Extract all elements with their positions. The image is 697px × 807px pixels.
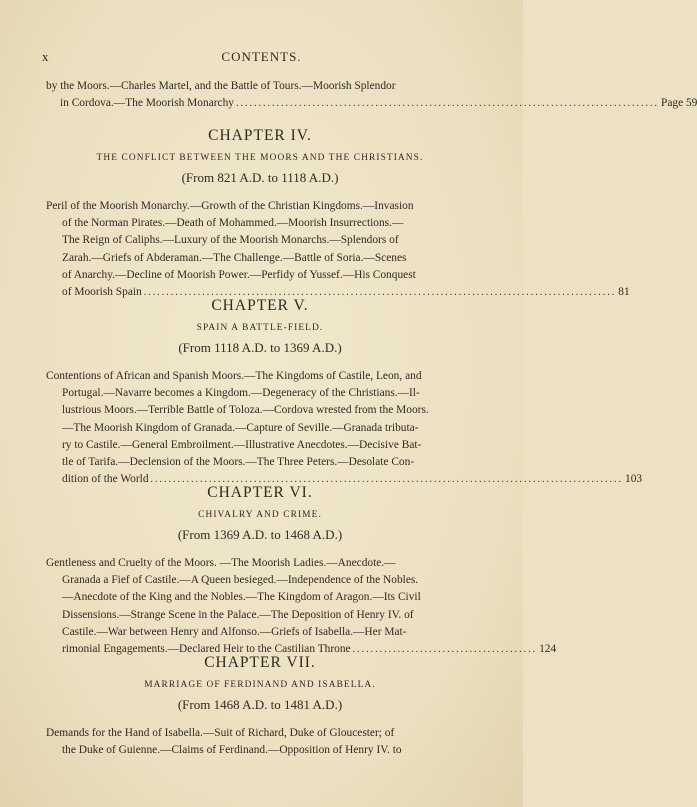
- summary-line: —The Moorish Kingdom of Granada.—Capture of Seville.—Granada tributa-: [62, 421, 419, 434]
- summary-line: —Anecdote of the King and the Nobles.—The Kingdom of Aragon.—Its Civil: [62, 591, 421, 604]
- entry-last-line: [46, 95, 697, 112]
- summary-line: lustrious Moors.—Terrible Battle of Toloza.—Cordova wrested from the Moors.: [62, 404, 429, 417]
- summary-line-text: rimonial Engagements.—Declared Heir to the Castilian Throne: [62, 643, 351, 656]
- summary-line: Zarah.—Griefs of Abderaman.—The Challenge.—Battle of Soria.—Scenes: [62, 251, 407, 264]
- chapter-summary: [46, 368, 643, 488]
- chapter-block: [46, 653, 474, 759]
- summary-line: tle of Tarifa.—Declension of the Moors.—The Three Peters.—Desolate Con-: [62, 456, 415, 469]
- summary-line: of Anarchy.—Decline of Moorish Power.—Perfidy of Yussef.—His Conquest: [62, 268, 416, 281]
- summary-line: Peril of the Moorish Monarchy.—Growth of the Christian Kingdoms.—Invasion: [46, 200, 414, 212]
- chapter-heading: CHAPTER IV.: [208, 127, 312, 144]
- entry-line: by the Moors.—Charles Martel, and the Battle of Tours.—Moorish Splendor: [46, 80, 396, 92]
- chapter-dates: (From 1468 A.D. to 1481 A.D.): [177, 697, 343, 712]
- dot-leader: ..............................................................................................: [236, 98, 659, 110]
- summary-line-text: of Moorish Spain: [62, 286, 142, 299]
- chapter-dates: (From 821 A.D. to 1118 A.D.): [181, 170, 339, 185]
- chapter-heading: CHAPTER VI.: [207, 484, 313, 501]
- chapter-dates: (From 1118 A.D. to 1369 A.D.): [178, 340, 342, 355]
- folio-number: x: [42, 49, 50, 64]
- page-reference: 103: [625, 473, 643, 486]
- chapter-subtitle: SPAIN A BATTLE-FIELD.: [196, 323, 324, 333]
- summary-line: Portugal.—Navarre becomes a Kingdom.—Degeneracy of the Christians.—Il-: [62, 387, 420, 400]
- dot-leader: .........................................................................................................: [150, 474, 624, 486]
- dot-leader: .........................................................................................................: [143, 287, 617, 299]
- chapter-summary: [46, 555, 557, 658]
- summary-line: The Reign of Caliphs.—Luxury of the Moorish Monarchs.—Splendors of: [62, 234, 399, 247]
- chapter-summary: [46, 198, 630, 301]
- continuation-entry: [46, 78, 697, 112]
- page-reference: Page 59: [661, 97, 697, 110]
- chapter-subtitle: CHIVALRY AND CRIME.: [198, 510, 322, 520]
- chapter-block: [46, 126, 630, 301]
- summary-line-text: dition of the World: [62, 473, 149, 486]
- summary-line: Dissensions.—Strange Scene in the Palace.—The Deposition of Henry IV. of: [62, 608, 414, 621]
- chapter-summary: [46, 725, 474, 759]
- page-reference: 124: [539, 643, 557, 656]
- chapter-heading: CHAPTER V.: [211, 297, 309, 314]
- chapter-block: [46, 296, 643, 488]
- chapter-subtitle: THE CONFLICT BETWEEN THE MOORS AND THE CHRISTIANS.: [96, 153, 424, 163]
- summary-line: Castile.—War between Henry and Alfonso.—Griefs of Isabella.—Her Mat-: [62, 625, 407, 638]
- summary-line: of the Norman Pirates.—Death of Mohammed.—Moorish Insurrections.—: [62, 217, 404, 230]
- dot-leader: .........................................: [352, 644, 538, 656]
- page-reference: 81: [618, 286, 630, 299]
- summary-line: the Duke of Guienne.—Claims of Ferdinand.—Opposition of Henry IV. to: [62, 744, 402, 757]
- chapter-dates: (From 1369 A.D. to 1468 A.D.): [177, 527, 343, 542]
- running-title: CONTENTS.: [221, 49, 302, 64]
- summary-line: Contentions of African and Spanish Moors.—The Kingdoms of Castile, Leon, and: [46, 370, 422, 382]
- chapter-block: [46, 483, 557, 658]
- entry-line-text: in Cordova.—The Moorish Monarchy: [60, 97, 234, 110]
- summary-line: Gentleness and Cruelty of the Moors. —The Moorish Ladies.—Anecdote.—: [46, 557, 396, 569]
- contents-body: [46, 78, 697, 757]
- chapter-heading: CHAPTER VII.: [204, 654, 316, 671]
- summary-line: Granada a Fief of Castile.—A Queen besieged.—Independence of the Nobles.: [62, 574, 419, 587]
- summary-line: Demands for the Hand of Isabella.—Suit of Richard, Duke of Gloucester; of: [46, 727, 395, 739]
- summary-line: ry to Castile.—General Embroilment.—Illustrative Anecdotes.—Decisive Bat-: [62, 438, 422, 451]
- chapter-subtitle: MARRIAGE OF FERDINAND AND ISABELLA.: [144, 680, 376, 690]
- page-header: [0, 49, 523, 69]
